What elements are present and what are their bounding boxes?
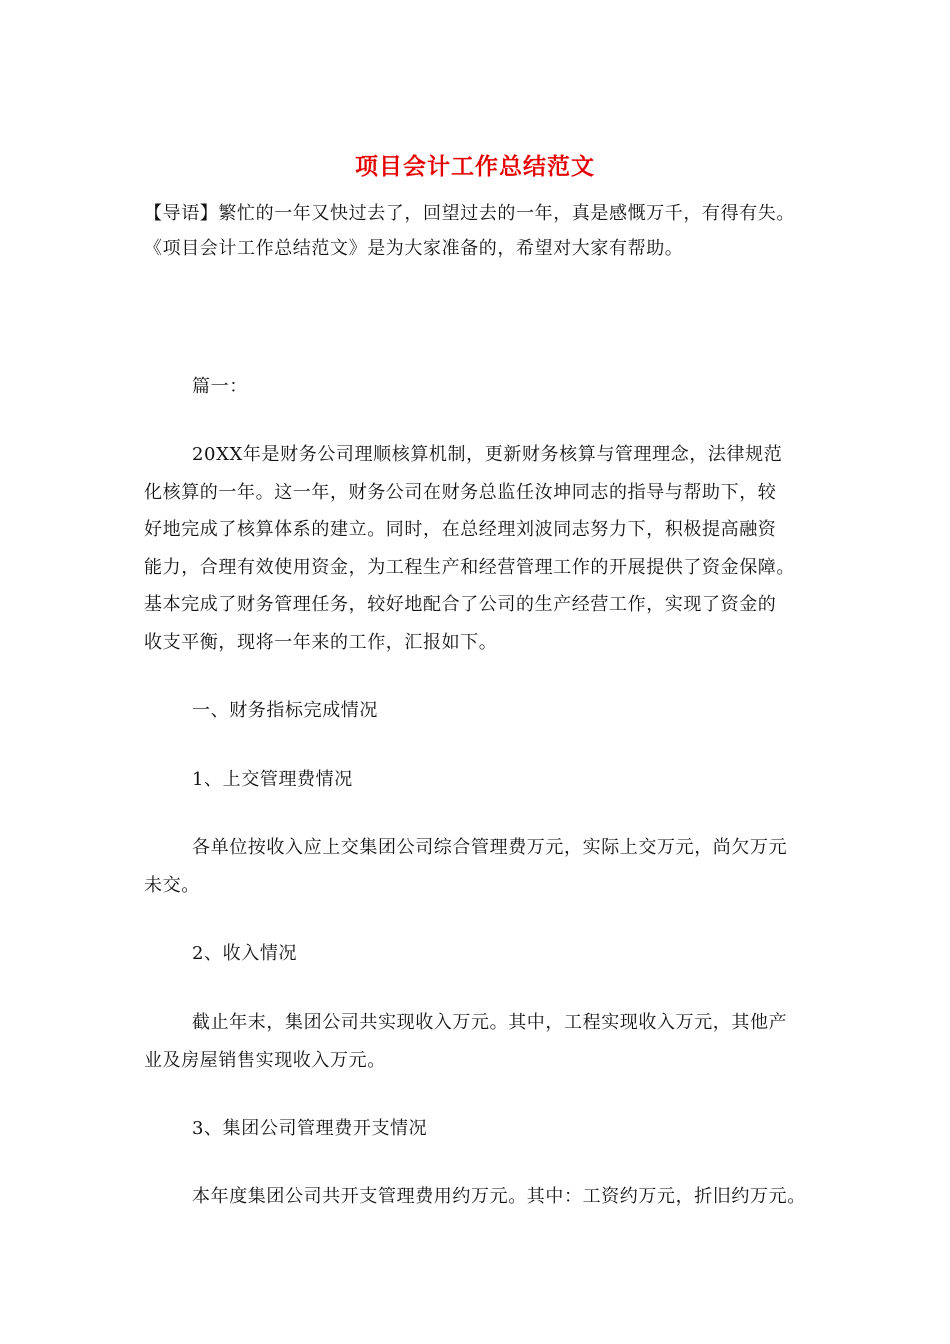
- paragraph-line: 未交。: [144, 874, 200, 896]
- part-label: 篇一：: [192, 376, 248, 397]
- paragraph-line: 好地完成了核算体系的建立。同时，在总经理刘波同志努力下，积极提高融资: [144, 519, 777, 540]
- subsection-heading: 1、上交管理费情况: [192, 769, 353, 790]
- intro-line: 【导语】繁忙的一年又快过去了，回望过去的一年，真是感慨万千，有得有失。: [144, 203, 795, 224]
- paragraph-1: [144, 436, 834, 661]
- subsection-heading: 2、收入情况: [192, 943, 298, 964]
- paragraph-2: [144, 829, 834, 904]
- subsection-heading: 3、集团公司管理费开支情况: [192, 1118, 428, 1139]
- document-title: 项目会计工作总结范文: [355, 153, 595, 180]
- paragraph-line: 业及房屋销售实现收入万元。: [144, 1049, 386, 1071]
- paragraph-line: 基本完成了财务管理任务，较好地配合了公司的生产经营工作，实现了资金的: [144, 594, 777, 615]
- paragraph-line: 能力，合理有效使用资金，为工程生产和经营管理工作的开展提供了资金保障。: [144, 556, 795, 578]
- paragraph-line: 化核算的一年。这一年，财务公司在财务总监任汝坤同志的指导与帮助下，较: [144, 481, 777, 503]
- intro-line: 《项目会计工作总结范文》是为大家准备的，希望对大家有帮助。: [144, 238, 684, 259]
- paragraph-line: 收支平衡，现将一年来的工作，汇报如下。: [144, 631, 498, 653]
- paragraph-line: 本年度集团公司共开支管理费用约万元。其中：工资约万元，折旧约万元。: [192, 1186, 806, 1207]
- paragraph-3: [144, 1004, 834, 1079]
- section-heading: 一、财务指标完成情况: [192, 700, 378, 721]
- paragraph-line: 截止年末，集团公司共实现收入万元。其中，工程实现收入万元，其他产: [192, 1012, 788, 1033]
- paragraph-line: 各单位按收入应上交集团公司综合管理费万元，实际上交万元，尚欠万元: [192, 837, 788, 858]
- intro-paragraph: [144, 196, 834, 266]
- paragraph-4: [144, 1178, 834, 1216]
- paragraph-line: 20XX年是财务公司理顺核算机制，更新财务核算与管理理念，法律规范: [192, 444, 783, 465]
